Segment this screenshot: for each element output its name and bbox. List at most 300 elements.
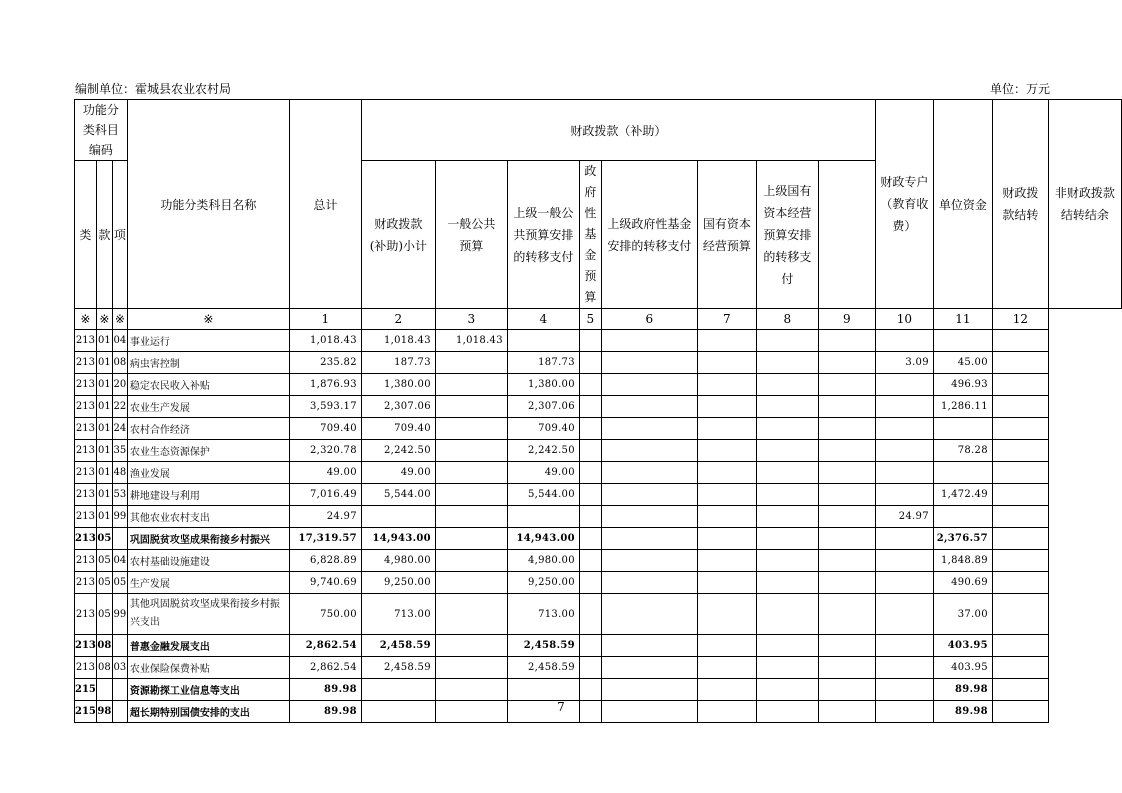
index-cell: 3 bbox=[435, 309, 507, 330]
code-kuan-cell: 05 bbox=[96, 572, 112, 594]
code-kuan-cell: 01 bbox=[96, 374, 112, 396]
code-kuan-cell: 01 bbox=[96, 418, 112, 440]
unit-fund-cell bbox=[875, 550, 933, 572]
item-name-cell: 普惠金融发展支出 bbox=[127, 635, 289, 657]
nonfiscal-carryover-cell bbox=[992, 440, 1048, 462]
unit-fund-cell bbox=[875, 594, 933, 635]
state-capital-cell bbox=[697, 352, 756, 374]
superior-fund-cell bbox=[601, 462, 697, 484]
state-capital-cell bbox=[697, 528, 756, 550]
total-cell: 2,862.54 bbox=[289, 657, 361, 679]
superior-state-capital-cell bbox=[756, 374, 818, 396]
superior-fund-cell bbox=[601, 528, 697, 550]
gov-fund-cell bbox=[579, 396, 601, 418]
code-lei-cell: 213 bbox=[75, 440, 97, 462]
item-name-cell: 病虫害控制 bbox=[127, 352, 289, 374]
code-xiang-cell: 48 bbox=[112, 462, 127, 484]
general-budget-cell bbox=[435, 462, 507, 484]
superior-general-cell: 187.73 bbox=[507, 352, 579, 374]
total-cell: 24.97 bbox=[289, 506, 361, 528]
superior-state-capital-cell bbox=[756, 418, 818, 440]
superior-fund-cell bbox=[601, 506, 697, 528]
state-capital-cell bbox=[697, 418, 756, 440]
superior-general-cell: 2,458.59 bbox=[507, 635, 579, 657]
header-fiscal-group: 财政拨款（补助） bbox=[361, 100, 875, 161]
code-xiang-cell: 22 bbox=[112, 396, 127, 418]
code-lei-cell: 213 bbox=[75, 550, 97, 572]
nonfiscal-carryover-cell bbox=[992, 506, 1048, 528]
unit-fund-cell bbox=[875, 396, 933, 418]
special-account-cell bbox=[818, 440, 875, 462]
code-lei-cell: 213 bbox=[75, 484, 97, 506]
general-budget-cell bbox=[435, 418, 507, 440]
item-name-cell: 农业保险保费补贴 bbox=[127, 657, 289, 679]
total-cell: 7,016.49 bbox=[289, 484, 361, 506]
superior-fund-cell bbox=[601, 484, 697, 506]
table-row bbox=[75, 635, 1122, 657]
header-name: 功能分类科目名称 bbox=[127, 100, 289, 309]
gov-fund-cell bbox=[579, 657, 601, 679]
code-kuan-cell: 05 bbox=[96, 528, 112, 550]
table-row bbox=[75, 594, 1122, 635]
table-row bbox=[75, 440, 1122, 462]
code-xiang-cell: 04 bbox=[112, 330, 127, 352]
code-xiang-cell: 20 bbox=[112, 374, 127, 396]
general-budget-cell bbox=[435, 528, 507, 550]
nonfiscal-carryover-cell bbox=[992, 550, 1048, 572]
superior-general-cell bbox=[507, 679, 579, 701]
unit-fund-cell bbox=[875, 484, 933, 506]
subtotal-cell: 1,380.00 bbox=[361, 374, 435, 396]
table-row bbox=[75, 374, 1122, 396]
table-row bbox=[75, 506, 1122, 528]
superior-state-capital-cell bbox=[756, 679, 818, 701]
code-lei-cell: 213 bbox=[75, 506, 97, 528]
index-cell: ※ bbox=[112, 309, 127, 330]
subtotal-cell: 5,544.00 bbox=[361, 484, 435, 506]
code-lei-cell: 213 bbox=[75, 528, 97, 550]
nonfiscal-carryover-cell bbox=[992, 657, 1048, 679]
code-lei-cell: 213 bbox=[75, 657, 97, 679]
superior-general-cell: 709.40 bbox=[507, 418, 579, 440]
header-subtotal: 财政拨款(补助)小计 bbox=[361, 161, 435, 309]
header-carryover: 财政拨款结转 bbox=[992, 100, 1048, 309]
nonfiscal-carryover-cell bbox=[992, 679, 1048, 701]
subtotal-cell: 713.00 bbox=[361, 594, 435, 635]
header-nonfiscal-carryover: 非财政拨款结转结余 bbox=[1048, 100, 1121, 309]
total-cell: 49.00 bbox=[289, 462, 361, 484]
total-cell: 2,862.54 bbox=[289, 635, 361, 657]
header-lei: 类 bbox=[75, 161, 97, 309]
unit-fund-cell bbox=[875, 657, 933, 679]
superior-fund-cell bbox=[601, 572, 697, 594]
item-name-cell: 稳定农民收入补贴 bbox=[127, 374, 289, 396]
header-unit-fund: 单位资金 bbox=[933, 100, 992, 309]
subtotal-cell: 14,943.00 bbox=[361, 528, 435, 550]
index-cell: 6 bbox=[601, 309, 697, 330]
state-capital-cell bbox=[697, 550, 756, 572]
gov-fund-cell bbox=[579, 462, 601, 484]
header-superior-general: 上级一般公共预算安排的转移支付 bbox=[507, 161, 579, 309]
superior-fund-cell bbox=[601, 352, 697, 374]
special-account-cell bbox=[818, 352, 875, 374]
special-account-cell bbox=[818, 550, 875, 572]
general-budget-cell: 1,018.43 bbox=[435, 330, 507, 352]
superior-fund-cell bbox=[601, 594, 697, 635]
carryover-cell: 1,472.49 bbox=[933, 484, 992, 506]
code-lei-cell: 213 bbox=[75, 418, 97, 440]
nonfiscal-carryover-cell bbox=[992, 462, 1048, 484]
code-kuan-cell: 05 bbox=[96, 550, 112, 572]
code-xiang-cell bbox=[112, 528, 127, 550]
index-cell: 12 bbox=[992, 309, 1048, 330]
code-kuan-cell: 98 bbox=[96, 701, 112, 723]
code-kuan-cell: 01 bbox=[96, 396, 112, 418]
page-number: 7 bbox=[557, 700, 565, 714]
code-xiang-cell bbox=[112, 679, 127, 701]
general-budget-cell bbox=[435, 572, 507, 594]
total-cell: 709.40 bbox=[289, 418, 361, 440]
header-xiang: 项 bbox=[112, 161, 127, 309]
general-budget-cell bbox=[435, 396, 507, 418]
subtotal-cell: 709.40 bbox=[361, 418, 435, 440]
item-name-cell: 其他巩固脱贫攻坚成果衔接乡村振兴支出 bbox=[127, 594, 289, 635]
nonfiscal-carryover-cell bbox=[992, 330, 1048, 352]
superior-general-cell: 49.00 bbox=[507, 462, 579, 484]
header-superior-state-capital: 上级国有资本经营预算安排的转移支付 bbox=[756, 161, 818, 309]
code-lei-cell: 215 bbox=[75, 701, 97, 723]
budget-table bbox=[74, 99, 1122, 723]
header-general: 一般公共预算 bbox=[435, 161, 507, 309]
gov-fund-cell bbox=[579, 572, 601, 594]
unit-fund-cell bbox=[875, 330, 933, 352]
item-name-cell: 巩固脱贫攻坚成果衔接乡村振兴 bbox=[127, 528, 289, 550]
header-state-capital: 国有资本经营预算 bbox=[697, 161, 756, 309]
code-xiang-cell: 99 bbox=[112, 594, 127, 635]
gov-fund-cell bbox=[579, 352, 601, 374]
superior-state-capital-cell bbox=[756, 635, 818, 657]
superior-general-cell bbox=[507, 506, 579, 528]
unit-fund-cell bbox=[875, 374, 933, 396]
index-cell: ※ bbox=[96, 309, 112, 330]
code-kuan-cell: 01 bbox=[96, 352, 112, 374]
superior-state-capital-cell bbox=[756, 440, 818, 462]
code-kuan-cell bbox=[96, 679, 112, 701]
subtotal-cell bbox=[361, 506, 435, 528]
general-budget-cell bbox=[435, 550, 507, 572]
superior-fund-cell bbox=[601, 550, 697, 572]
superior-fund-cell bbox=[601, 657, 697, 679]
carryover-cell: 78.28 bbox=[933, 440, 992, 462]
superior-state-capital-cell bbox=[756, 594, 818, 635]
code-lei-cell: 213 bbox=[75, 594, 97, 635]
table-row bbox=[75, 462, 1122, 484]
code-kuan-cell: 01 bbox=[96, 506, 112, 528]
superior-general-cell: 2,242.50 bbox=[507, 440, 579, 462]
total-cell: 3,593.17 bbox=[289, 396, 361, 418]
special-account-cell bbox=[818, 484, 875, 506]
table-row bbox=[75, 572, 1122, 594]
code-kuan-cell: 05 bbox=[96, 594, 112, 635]
gov-fund-cell bbox=[579, 330, 601, 352]
superior-general-cell: 713.00 bbox=[507, 594, 579, 635]
table-row bbox=[75, 352, 1122, 374]
carryover-cell: 403.95 bbox=[933, 635, 992, 657]
unit-fund-cell: 24.97 bbox=[875, 506, 933, 528]
table-row bbox=[75, 418, 1122, 440]
subtotal-cell: 2,458.59 bbox=[361, 657, 435, 679]
item-name-cell: 事业运行 bbox=[127, 330, 289, 352]
code-lei-cell: 213 bbox=[75, 635, 97, 657]
carryover-cell: 89.98 bbox=[933, 701, 992, 723]
index-cell: 9 bbox=[818, 309, 875, 330]
special-account-cell bbox=[818, 657, 875, 679]
superior-state-capital-cell bbox=[756, 572, 818, 594]
code-xiang-cell: 03 bbox=[112, 657, 127, 679]
subtotal-cell: 2,242.50 bbox=[361, 440, 435, 462]
nonfiscal-carryover-cell bbox=[992, 396, 1048, 418]
nonfiscal-carryover-cell bbox=[992, 528, 1048, 550]
subtotal-cell: 1,018.43 bbox=[361, 330, 435, 352]
index-cell: 7 bbox=[697, 309, 756, 330]
carryover-cell: 496.93 bbox=[933, 374, 992, 396]
item-name-cell: 渔业发展 bbox=[127, 462, 289, 484]
index-cell: 2 bbox=[361, 309, 435, 330]
gov-fund-cell bbox=[579, 484, 601, 506]
index-cell: 10 bbox=[875, 309, 933, 330]
item-name-cell: 农业生产发展 bbox=[127, 396, 289, 418]
superior-state-capital-cell bbox=[756, 462, 818, 484]
nonfiscal-carryover-cell bbox=[992, 594, 1048, 635]
carryover-cell: 89.98 bbox=[933, 679, 992, 701]
code-lei-cell: 215 bbox=[75, 679, 97, 701]
gov-fund-cell bbox=[579, 418, 601, 440]
carryover-cell: 490.69 bbox=[933, 572, 992, 594]
item-name-cell: 其他农业农村支出 bbox=[127, 506, 289, 528]
code-xiang-cell bbox=[112, 635, 127, 657]
code-kuan-cell: 01 bbox=[96, 440, 112, 462]
state-capital-cell bbox=[697, 440, 756, 462]
code-kuan-cell: 01 bbox=[96, 462, 112, 484]
gov-fund-cell bbox=[579, 594, 601, 635]
special-account-cell bbox=[818, 462, 875, 484]
unit-fund-cell bbox=[875, 528, 933, 550]
superior-general-cell: 4,980.00 bbox=[507, 550, 579, 572]
state-capital-cell bbox=[697, 594, 756, 635]
code-kuan-cell: 01 bbox=[96, 330, 112, 352]
subtotal-cell: 49.00 bbox=[361, 462, 435, 484]
index-cell: ※ bbox=[75, 309, 97, 330]
nonfiscal-carryover-cell bbox=[992, 374, 1048, 396]
special-account-cell bbox=[818, 506, 875, 528]
nonfiscal-carryover-cell bbox=[992, 635, 1048, 657]
subtotal-cell: 187.73 bbox=[361, 352, 435, 374]
superior-general-cell: 2,307.06 bbox=[507, 396, 579, 418]
carryover-cell: 45.00 bbox=[933, 352, 992, 374]
header-gov-fund: 政府性基金预算 bbox=[579, 161, 601, 309]
total-cell: 9,740.69 bbox=[289, 572, 361, 594]
code-kuan-cell: 08 bbox=[96, 635, 112, 657]
total-cell: 750.00 bbox=[289, 594, 361, 635]
gov-fund-cell bbox=[579, 374, 601, 396]
superior-fund-cell bbox=[601, 635, 697, 657]
header-code-group: 功能分类科目编码 bbox=[75, 100, 128, 161]
gov-fund-cell bbox=[579, 528, 601, 550]
index-row bbox=[75, 309, 1122, 330]
state-capital-cell bbox=[697, 396, 756, 418]
superior-state-capital-cell bbox=[756, 396, 818, 418]
total-cell: 89.98 bbox=[289, 701, 361, 723]
unit-fund-cell bbox=[875, 572, 933, 594]
special-account-cell bbox=[818, 679, 875, 701]
state-capital-cell bbox=[697, 657, 756, 679]
general-budget-cell bbox=[435, 679, 507, 701]
item-name-cell: 农村合作经济 bbox=[127, 418, 289, 440]
unit-fund-cell bbox=[875, 418, 933, 440]
code-lei-cell: 213 bbox=[75, 330, 97, 352]
general-budget-cell bbox=[435, 484, 507, 506]
carryover-cell: 403.95 bbox=[933, 657, 992, 679]
unit-fund-cell bbox=[875, 635, 933, 657]
code-lei-cell: 213 bbox=[75, 352, 97, 374]
superior-general-cell: 1,380.00 bbox=[507, 374, 579, 396]
table-row bbox=[75, 550, 1122, 572]
state-capital-cell bbox=[697, 374, 756, 396]
superior-fund-cell bbox=[601, 679, 697, 701]
code-kuan-cell: 08 bbox=[96, 657, 112, 679]
superior-state-capital-cell bbox=[756, 506, 818, 528]
superior-state-capital-cell bbox=[756, 330, 818, 352]
currency-unit: 单位：万元 bbox=[989, 82, 1050, 96]
general-budget-cell bbox=[435, 594, 507, 635]
table-row bbox=[75, 484, 1122, 506]
total-cell: 6,828.89 bbox=[289, 550, 361, 572]
special-account-cell bbox=[818, 330, 875, 352]
item-name-cell: 农村基础设施建设 bbox=[127, 550, 289, 572]
nonfiscal-carryover-cell bbox=[992, 572, 1048, 594]
nonfiscal-carryover-cell bbox=[992, 418, 1048, 440]
special-account-cell bbox=[818, 635, 875, 657]
carryover-cell bbox=[933, 330, 992, 352]
unit-fund-cell bbox=[875, 679, 933, 701]
gov-fund-cell bbox=[579, 635, 601, 657]
state-capital-cell bbox=[697, 506, 756, 528]
subtotal-cell: 9,250.00 bbox=[361, 572, 435, 594]
code-xiang-cell: 05 bbox=[112, 572, 127, 594]
index-cell: ※ bbox=[127, 309, 289, 330]
total-cell: 17,319.57 bbox=[289, 528, 361, 550]
subtotal-cell bbox=[361, 679, 435, 701]
unit-fund-cell: 3.09 bbox=[875, 352, 933, 374]
special-account-cell bbox=[818, 374, 875, 396]
code-xiang-cell: 04 bbox=[112, 550, 127, 572]
table-row bbox=[75, 528, 1122, 550]
item-name-cell: 生产发展 bbox=[127, 572, 289, 594]
superior-state-capital-cell bbox=[756, 528, 818, 550]
subtotal-cell: 2,307.06 bbox=[361, 396, 435, 418]
gov-fund-cell bbox=[579, 506, 601, 528]
state-capital-cell bbox=[697, 679, 756, 701]
carryover-cell: 1,286.11 bbox=[933, 396, 992, 418]
code-xiang-cell: 35 bbox=[112, 440, 127, 462]
gov-fund-cell bbox=[579, 679, 601, 701]
carryover-cell: 2,376.57 bbox=[933, 528, 992, 550]
general-budget-cell bbox=[435, 635, 507, 657]
special-account-cell bbox=[818, 528, 875, 550]
superior-general-cell: 9,250.00 bbox=[507, 572, 579, 594]
item-name-cell: 资源勘探工业信息等支出 bbox=[127, 679, 289, 701]
state-capital-cell bbox=[697, 330, 756, 352]
general-budget-cell bbox=[435, 506, 507, 528]
superior-state-capital-cell bbox=[756, 352, 818, 374]
index-cell: 11 bbox=[933, 309, 992, 330]
header-total: 总计 bbox=[289, 100, 361, 309]
item-name-cell: 超长期特别国债安排的支出 bbox=[127, 701, 289, 723]
carryover-cell bbox=[933, 418, 992, 440]
total-cell: 1,018.43 bbox=[289, 330, 361, 352]
carryover-cell: 37.00 bbox=[933, 594, 992, 635]
code-lei-cell: 213 bbox=[75, 462, 97, 484]
superior-general-cell: 2,458.59 bbox=[507, 657, 579, 679]
compiling-unit: 编制单位：霍城县农业农村局 bbox=[75, 82, 232, 96]
code-lei-cell: 213 bbox=[75, 396, 97, 418]
code-lei-cell: 213 bbox=[75, 374, 97, 396]
carryover-cell: 1,848.89 bbox=[933, 550, 992, 572]
general-budget-cell bbox=[435, 440, 507, 462]
code-lei-cell: 213 bbox=[75, 572, 97, 594]
state-capital-cell bbox=[697, 462, 756, 484]
superior-state-capital-cell bbox=[756, 550, 818, 572]
special-account-cell bbox=[818, 396, 875, 418]
state-capital-cell bbox=[697, 572, 756, 594]
superior-general-cell: 14,943.00 bbox=[507, 528, 579, 550]
unit-fund-cell bbox=[875, 462, 933, 484]
unit-fund-cell bbox=[875, 440, 933, 462]
subtotal-cell: 2,458.59 bbox=[361, 635, 435, 657]
item-name-cell: 农业生态资源保护 bbox=[127, 440, 289, 462]
gov-fund-cell bbox=[579, 440, 601, 462]
subtotal-cell: 4,980.00 bbox=[361, 550, 435, 572]
special-account-cell bbox=[818, 418, 875, 440]
nonfiscal-carryover-cell bbox=[992, 484, 1048, 506]
table-row bbox=[75, 679, 1122, 701]
item-name-cell: 耕地建设与利用 bbox=[127, 484, 289, 506]
total-cell: 1,876.93 bbox=[289, 374, 361, 396]
table-row bbox=[75, 396, 1122, 418]
carryover-cell bbox=[933, 462, 992, 484]
superior-general-cell bbox=[507, 330, 579, 352]
total-cell: 235.82 bbox=[289, 352, 361, 374]
index-cell: 1 bbox=[289, 309, 361, 330]
table-row bbox=[75, 330, 1122, 352]
superior-fund-cell bbox=[601, 418, 697, 440]
superior-state-capital-cell bbox=[756, 484, 818, 506]
code-xiang-cell: 08 bbox=[112, 352, 127, 374]
index-cell: 4 bbox=[507, 309, 579, 330]
total-cell: 2,320.78 bbox=[289, 440, 361, 462]
code-xiang-cell: 99 bbox=[112, 506, 127, 528]
special-account-cell bbox=[818, 594, 875, 635]
header-special: 财政专户（教育收费） bbox=[875, 100, 933, 309]
code-kuan-cell: 01 bbox=[96, 484, 112, 506]
state-capital-cell bbox=[697, 635, 756, 657]
state-capital-cell bbox=[697, 484, 756, 506]
special-account-cell bbox=[818, 572, 875, 594]
carryover-cell bbox=[933, 506, 992, 528]
index-cell: 5 bbox=[579, 309, 601, 330]
code-xiang-cell: 24 bbox=[112, 418, 127, 440]
header-kuan: 款 bbox=[96, 161, 112, 309]
